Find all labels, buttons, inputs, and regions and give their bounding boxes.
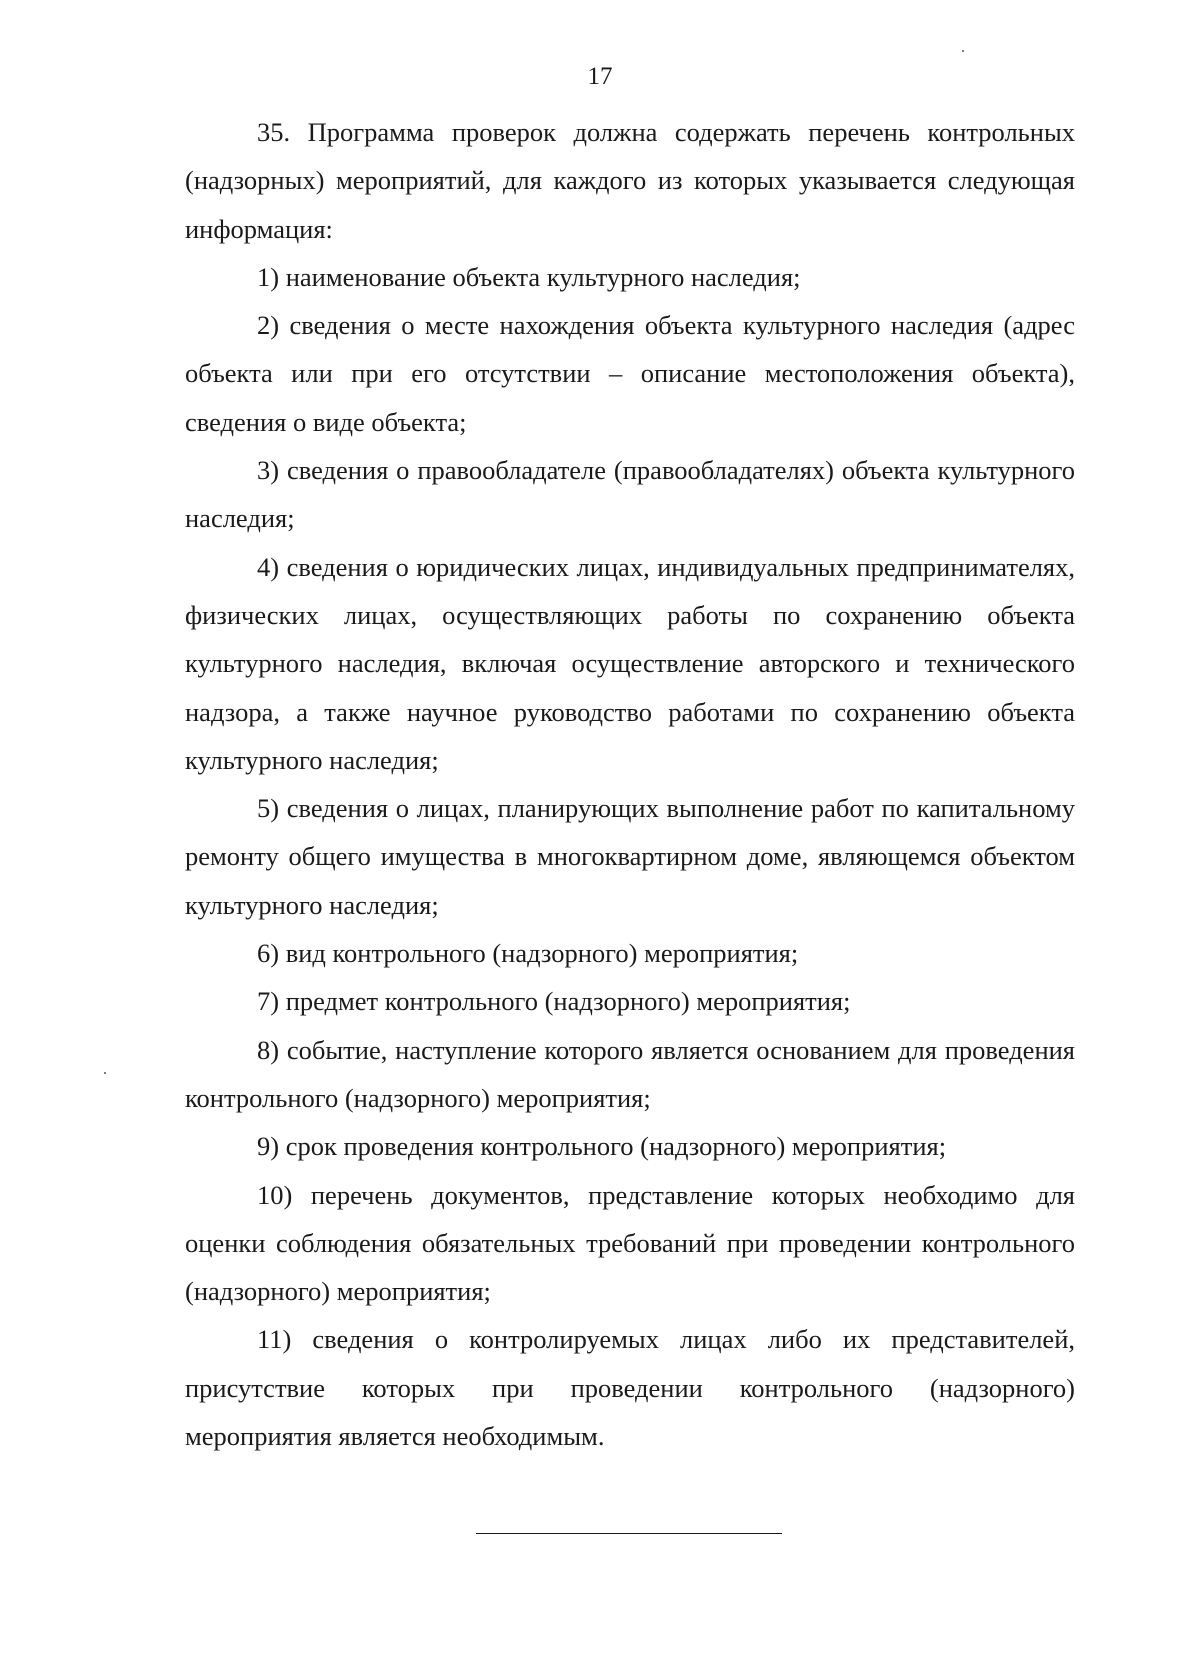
- end-separator-line: [476, 1533, 782, 1534]
- list-item-2: 2) сведения о месте нахождения объекта культурного наследия (адрес объекта или при его отсутствии – описание местоположения объекта), сведения о виде объекта;: [185, 310, 1075, 437]
- list-item-9: 9) срок проведения контрольного (надзорного) мероприятия;: [257, 1131, 947, 1162]
- list-item-1: 1) наименование объекта культурного наследия;: [257, 261, 801, 292]
- list-item-3: 3) сведения о правообладателе (правообладателях) объекта культурного наследия;: [185, 455, 1075, 534]
- page-number: 17: [587, 63, 613, 90]
- scan-speck: [104, 1072, 106, 1074]
- scan-speck: [962, 50, 964, 52]
- list-item-6: 6) вид контрольного (надзорного) мероприятия;: [257, 938, 799, 969]
- paragraph-35: 35. Программа проверок должна содержать перечень контрольных (надзорных) мероприятий, для каждого из которых указывается следующая информация:: [185, 117, 1075, 244]
- list-item-4: 4) сведения о юридических лицах, индивидуальных предпринимателях, физических лицах, осуществляющих работы по сохранению объекта культурного наследия, включая осуществление авторского и технического надзора, а также научное руководство работами по сохранению объекта культурного наследия;: [185, 551, 1075, 775]
- list-item-7: 7) предмет контрольного (надзорного) мероприятия;: [257, 986, 851, 1017]
- list-item-10: 10) перечень документов, представление которых необходимо для оценки соблюдения обязательных требований при проведении контрольного (надзорного) мероприятия;: [185, 1179, 1075, 1307]
- list-item-8: 8) событие, наступление которого является основанием для проведения контрольного (надзорного) мероприятия;: [185, 1034, 1075, 1113]
- list-item-11: 11) сведения о контролируемых лицах либо их представителей, присутствие которых при проведении контрольного (надзорного) мероприятия является необходимым.: [185, 1324, 1075, 1452]
- document-body: [185, 108, 1075, 1460]
- list-item-5: 5) сведения о лицах, планирующих выполнение работ по капитальному ремонту общего имущества в многоквартирном доме, являющемся объектом культурного наследия;: [185, 793, 1075, 920]
